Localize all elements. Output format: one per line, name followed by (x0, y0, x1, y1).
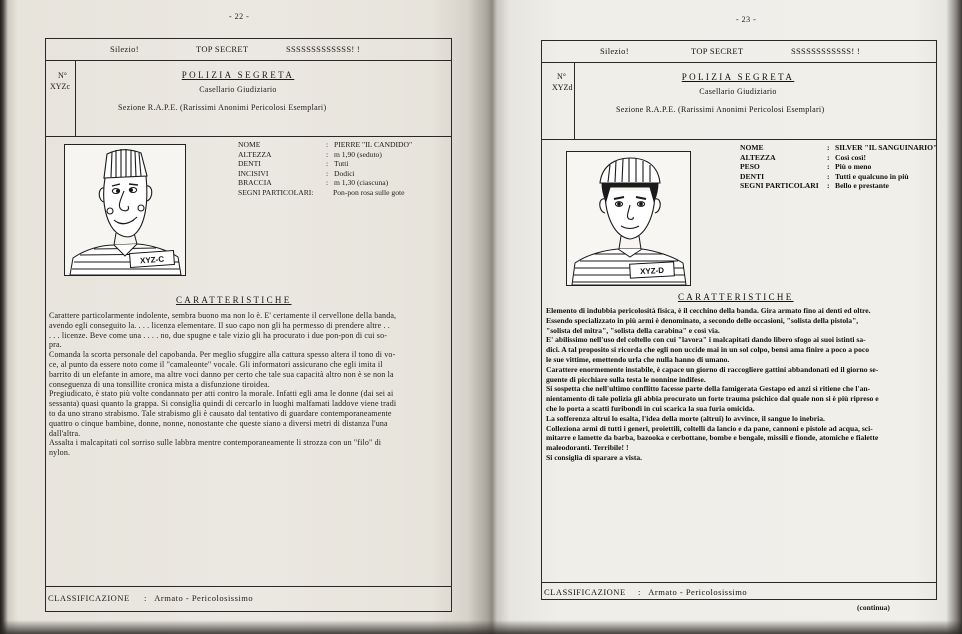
text-line: Carattere enormemente instabile, è capace un giorno di raccogliere gattini abbandonati ed il giorno se- (546, 364, 879, 374)
header-silence: Silezio! (600, 46, 629, 56)
text-line: Assalta i malcapitati col sorriso sulle labbra mentre contemporaneamente li strozza con un "filo" di (49, 438, 382, 448)
field-sep: : (326, 140, 329, 149)
prisoner-sign (130, 250, 175, 267)
text-line: Pregiudicato, è stato più volte condannato per atti contro la morale. Infatti egli ama le donne (dai sei ai (49, 389, 394, 399)
field-sep: : (326, 159, 329, 169)
text-line: le sue vittime, emettendo urla che nulla hanno di umano. (546, 354, 730, 364)
field-value: SILVER "IL SANGUINARIO" (835, 143, 938, 152)
header-divider (542, 62, 936, 63)
header-silence: Silezio! (110, 44, 139, 54)
field-value: m 1,30 (ciascuna) (334, 178, 389, 188)
text-line: Colleziona armi di tutti i generi, proiettili, coltelli da lancio e da pane, cannoni e pistole ad acqua, sci- (546, 423, 873, 433)
text-line: che lo porta a scatti furibondi in cui scarica la sua furia omicida. (546, 403, 755, 413)
classification-value: : Armato - Pericolosissimo (638, 587, 748, 597)
field-value: Tutti (334, 159, 349, 169)
field-value: Pon-pon rosa sulle gote (333, 187, 405, 197)
text-line: to da uno strano strabismo. Tale strabismo gli è causato dal tentativo di guardare contemporaneamente (49, 408, 392, 418)
field-label: INCISIVI (238, 168, 269, 178)
classification-label: CLASSIFICAZIONE (48, 593, 130, 603)
text-line: dici. A tal proposito si ricorda che egli non uccide mai in un sol colpo, bensì ama finire a poco a poco (546, 345, 870, 355)
file-card-left (45, 38, 452, 612)
portrait-pierre (64, 144, 186, 276)
text-line: ce, al punto da essere noto come il "camaleonte" vocale. Gli informatori assicurano che egli imita il (49, 359, 383, 369)
field-sep: : (827, 181, 830, 191)
field-value: Dodici (334, 168, 355, 178)
registry-title: Casellario Giudiziario (199, 85, 277, 94)
title-divider (46, 136, 451, 137)
characteristics-title: CARATTERISTICHE (678, 292, 794, 302)
continued-note: (continua) (857, 603, 890, 612)
header-shush: SSSSSSSSSSSSS! ! (286, 44, 361, 54)
text-line: avendo egli conseguito la. . . . licenza elementare. Il suo capo non gli ha permesso di prendere altre . . (49, 320, 390, 330)
field-label: NOME (238, 140, 261, 149)
field-value: Così così! (835, 152, 867, 162)
file-number: XYZc (50, 82, 70, 91)
classification-divider (46, 586, 451, 587)
field-value: Tutti e qualcuno in più (835, 171, 909, 181)
characteristics-text (546, 306, 879, 463)
text-line: . . . licenze. Beve come una . . . . no, due spugne e tale vizio gli ha procurato i due pon-pon di cui so- (49, 330, 388, 340)
field-value: Bello e prestante (835, 181, 889, 191)
page-number-right: - 23 - (736, 15, 757, 24)
text-line: Carattere particolarmente indolente, sembra buono ma non lo è. E' certamente il cervellone della banda, (49, 311, 397, 320)
text-line: maleodoranti. Terribile! ! (546, 443, 629, 453)
text-line: Si sospetta che nell'ultimo conflitto facesse parte della famigerata Gestapo ed anzi si ritiene che l'an- (546, 384, 871, 394)
field-sep: : (326, 149, 329, 159)
field-label: SEGNI PARTICOLARI (740, 181, 819, 191)
field-label: ALTEZZA (740, 152, 776, 162)
field-sep: : (827, 143, 830, 152)
page-number-left: - 22 - (229, 12, 250, 21)
file-number-divider (574, 62, 575, 139)
portrait-silver (566, 151, 691, 286)
field-label: BRACCIA (238, 178, 272, 188)
text-line: guente di picchiare sulla testa le nonnine indifese. (546, 374, 706, 384)
field-value: m 1,90 (seduto) (334, 149, 382, 159)
header-top-secret: TOP SECRET (196, 44, 249, 54)
title-divider (542, 139, 936, 140)
agency-title: POLIZIA SEGRETA (181, 70, 295, 80)
field-label: NOME (740, 143, 764, 152)
text-line: mitarre e lamette da barba, bazooka e cerbottane, bombe e bengale, missili e fionde, atomiche e fialette (546, 433, 879, 443)
field-label: SEGNI PARTICOLARI: (238, 187, 314, 197)
prisoner-sign-text: XYZ-D (639, 265, 665, 277)
field-label: DENTI (238, 159, 261, 169)
text-line: Essendo specializzato in più armi è denominato, a secondo delle occasioni, "solista della pistola", (546, 315, 859, 325)
field-label: PESO (740, 162, 760, 172)
text-line: nientamento di tale polizia gli abbia procurato un forte trauma psichico dal quale non si è più ripreso e (546, 394, 879, 404)
text-line: barrito di un elefante in amore, ma altre voci danno per certo che tale sua capacità altro non è se non la (49, 369, 394, 379)
field-sep: : (326, 178, 329, 188)
classification-label: CLASSIFICAZIONE (544, 587, 626, 597)
classification-divider (542, 582, 936, 583)
agency-title: POLIZIA SEGRETA (681, 72, 795, 82)
file-number-divider (75, 60, 76, 136)
text-line: nylon. (49, 448, 71, 458)
text-line: La sofferenza altrui lo esalta, l'idea della morte (altrui) lo avvince, il sangue lo inebria. (546, 413, 825, 423)
section-title: Sezione R.A.P.E. (Rarissimi Anonimi Pericolosi Esemplari) (118, 103, 327, 112)
field-label: ALTEZZA (238, 149, 272, 159)
text-line: pra. (49, 340, 62, 350)
prisoner-sign (630, 262, 675, 278)
characteristics-text (49, 311, 396, 458)
text-line: Si consiglia di sparare a vista. (546, 452, 643, 462)
file-number-label: N° (557, 72, 566, 81)
text-line: Elemento di indubbia pericolosità fisica, è il cecchino della banda. Gira armato fino ai denti ed oltre. (546, 306, 871, 315)
field-sep: : (326, 168, 329, 178)
field-sep: : (827, 171, 830, 181)
field-sep: : (827, 152, 830, 162)
field-value: PIERRE "IL CANDIDO" (334, 140, 413, 149)
text-line: "solista del mitra", "solista della carabina" e così via. (546, 325, 720, 335)
file-card-right (541, 40, 937, 600)
field-value: Più o meno (835, 162, 872, 172)
prisoner-sign-text: XYZ-C (139, 254, 165, 266)
prison-cap (104, 149, 147, 178)
field-sep: : (827, 162, 830, 172)
text-line: dall'altra. (49, 428, 81, 438)
classification-value: : Armato - Pericolosissimo (144, 593, 254, 603)
field-label: DENTI (740, 171, 765, 181)
scan-bottom-shadow (0, 620, 962, 634)
registry-title: Casellario Giudiziario (699, 87, 777, 96)
file-number-label: N° (58, 71, 67, 80)
file-number: XYZd (552, 83, 573, 92)
header-top-secret: TOP SECRET (691, 46, 744, 56)
header-divider (46, 60, 451, 61)
characteristics-title: CARATTERISTICHE (176, 295, 292, 305)
text-line: conseguenza di una tonsillite cronica mista a disfunzione tiroidea. (49, 379, 270, 389)
text-line: E' abilissimo nell'uso del coltello con cui "lavora" i malcapitati dando libero sfogo ai suoi istinti sa- (546, 335, 866, 345)
text-line: Comanda la scorta personale del capobanda. Per meglio sfuggire alla cattura spesso altera il tono di vo- (49, 350, 396, 360)
header-shush: SSSSSSSSSSSS! ! (791, 46, 861, 56)
text-line: quattro o cinque bambine, donne, nonne, nonostante che queste siano a diversi metri di distanza l'una (49, 418, 388, 428)
text-line: sessanta) quasi quanto la grappa. Si consiglia quindi di cercarlo in luoghi malfamati laddove viene tradi (49, 399, 397, 409)
section-title: Sezione R.A.P.E. (Rarissimi Anonimi Pericolosi Esemplari) (616, 105, 825, 114)
